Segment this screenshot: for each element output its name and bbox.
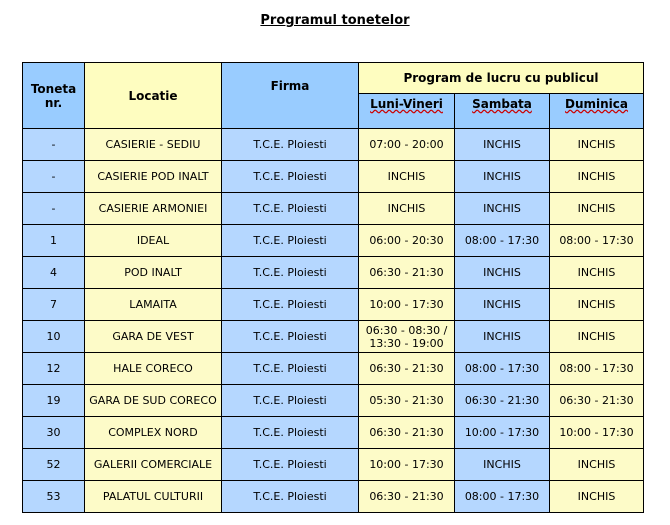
cell-locatie: GALERII COMERCIALE <box>85 449 222 481</box>
table-row <box>23 129 644 161</box>
cell-nr: - <box>23 193 85 225</box>
table-row <box>23 289 644 321</box>
cell-locatie: COMPLEX NORD <box>85 417 222 449</box>
header-toneta: Toneta nr. <box>23 63 85 129</box>
header-sambata: Sambata <box>455 94 550 129</box>
cell-luni-vineri: 06:30 - 21:30 <box>359 481 455 513</box>
table-row <box>23 449 644 481</box>
cell-nr: 7 <box>23 289 85 321</box>
header-locatie: Locatie <box>85 63 222 129</box>
table-row <box>23 193 644 225</box>
cell-locatie: LAMAITA <box>85 289 222 321</box>
cell-firma: T.C.E. Ploiesti <box>222 321 359 353</box>
cell-luni-vineri: INCHIS <box>359 161 455 193</box>
cell-firma: T.C.E. Ploiesti <box>222 193 359 225</box>
cell-duminica: 06:30 - 21:30 <box>550 385 644 417</box>
cell-duminica: INCHIS <box>550 161 644 193</box>
cell-luni-vineri: INCHIS <box>359 193 455 225</box>
cell-luni-vineri: 07:00 - 20:00 <box>359 129 455 161</box>
cell-locatie: HALE CORECO <box>85 353 222 385</box>
cell-firma: T.C.E. Ploiesti <box>222 385 359 417</box>
cell-nr: 52 <box>23 449 85 481</box>
cell-firma: T.C.E. Ploiesti <box>222 481 359 513</box>
cell-firma: T.C.E. Ploiesti <box>222 225 359 257</box>
cell-nr: 4 <box>23 257 85 289</box>
schedule-table <box>22 62 644 513</box>
cell-luni-vineri: 05:30 - 21:30 <box>359 385 455 417</box>
cell-firma: T.C.E. Ploiesti <box>222 353 359 385</box>
cell-sambata: 10:00 - 17:30 <box>455 417 550 449</box>
cell-locatie: PALATUL CULTURII <box>85 481 222 513</box>
cell-firma: T.C.E. Ploiesti <box>222 289 359 321</box>
table-row <box>23 161 644 193</box>
cell-luni-vineri: 06:30 - 21:30 <box>359 257 455 289</box>
cell-duminica: 08:00 - 17:30 <box>550 225 644 257</box>
table-row <box>23 225 644 257</box>
cell-nr: - <box>23 129 85 161</box>
cell-sambata: INCHIS <box>455 193 550 225</box>
cell-firma: T.C.E. Ploiesti <box>222 257 359 289</box>
cell-sambata: INCHIS <box>455 257 550 289</box>
cell-duminica: INCHIS <box>550 289 644 321</box>
cell-duminica: INCHIS <box>550 129 644 161</box>
cell-luni-vineri: 06:30 - 21:30 <box>359 353 455 385</box>
table-row <box>23 417 644 449</box>
table-row <box>23 481 644 513</box>
table-row <box>23 321 644 353</box>
cell-sambata: INCHIS <box>455 129 550 161</box>
header-duminica: Duminica <box>550 94 644 129</box>
header-luni-vineri: Luni-Vineri <box>359 94 455 129</box>
cell-sambata: 08:00 - 17:30 <box>455 225 550 257</box>
cell-duminica: 08:00 - 17:30 <box>550 353 644 385</box>
cell-firma: T.C.E. Ploiesti <box>222 417 359 449</box>
cell-nr: 1 <box>23 225 85 257</box>
cell-luni-vineri: 06:30 - 21:30 <box>359 417 455 449</box>
cell-locatie: CASIERIE - SEDIU <box>85 129 222 161</box>
cell-duminica: INCHIS <box>550 321 644 353</box>
cell-locatie: IDEAL <box>85 225 222 257</box>
cell-sambata: 08:00 - 17:30 <box>455 481 550 513</box>
cell-nr: 30 <box>23 417 85 449</box>
cell-nr: 53 <box>23 481 85 513</box>
cell-firma: T.C.E. Ploiesti <box>222 449 359 481</box>
cell-nr: 10 <box>23 321 85 353</box>
cell-duminica: INCHIS <box>550 257 644 289</box>
cell-luni-vineri: 10:00 - 17:30 <box>359 289 455 321</box>
header-program: Program de lucru cu publicul <box>359 63 644 94</box>
cell-firma: T.C.E. Ploiesti <box>222 129 359 161</box>
cell-luni-vineri: 10:00 - 17:30 <box>359 449 455 481</box>
cell-sambata: 08:00 - 17:30 <box>455 353 550 385</box>
cell-duminica: INCHIS <box>550 449 644 481</box>
cell-locatie: CASIERIE POD INALT <box>85 161 222 193</box>
cell-duminica: INCHIS <box>550 481 644 513</box>
cell-locatie: POD INALT <box>85 257 222 289</box>
cell-sambata: INCHIS <box>455 321 550 353</box>
cell-locatie: GARA DE VEST <box>85 321 222 353</box>
cell-nr: 19 <box>23 385 85 417</box>
cell-nr: 12 <box>23 353 85 385</box>
cell-sambata: INCHIS <box>455 449 550 481</box>
cell-luni-vineri: 06:00 - 20:30 <box>359 225 455 257</box>
cell-sambata: INCHIS <box>455 161 550 193</box>
cell-luni-vineri: 06:30 - 08:30 / 13:30 - 19:00 <box>359 321 455 353</box>
table-row <box>23 385 644 417</box>
page-title: Programul tonetelor <box>260 13 410 28</box>
header-firma: Firma <box>222 63 359 129</box>
cell-locatie: CASIERIE ARMONIEI <box>85 193 222 225</box>
table-row <box>23 257 644 289</box>
cell-nr: - <box>23 161 85 193</box>
cell-sambata: INCHIS <box>455 289 550 321</box>
table-row <box>23 353 644 385</box>
cell-firma: T.C.E. Ploiesti <box>222 161 359 193</box>
cell-duminica: INCHIS <box>550 193 644 225</box>
cell-locatie: GARA DE SUD CORECO <box>85 385 222 417</box>
cell-duminica: 10:00 - 17:30 <box>550 417 644 449</box>
cell-sambata: 06:30 - 21:30 <box>455 385 550 417</box>
